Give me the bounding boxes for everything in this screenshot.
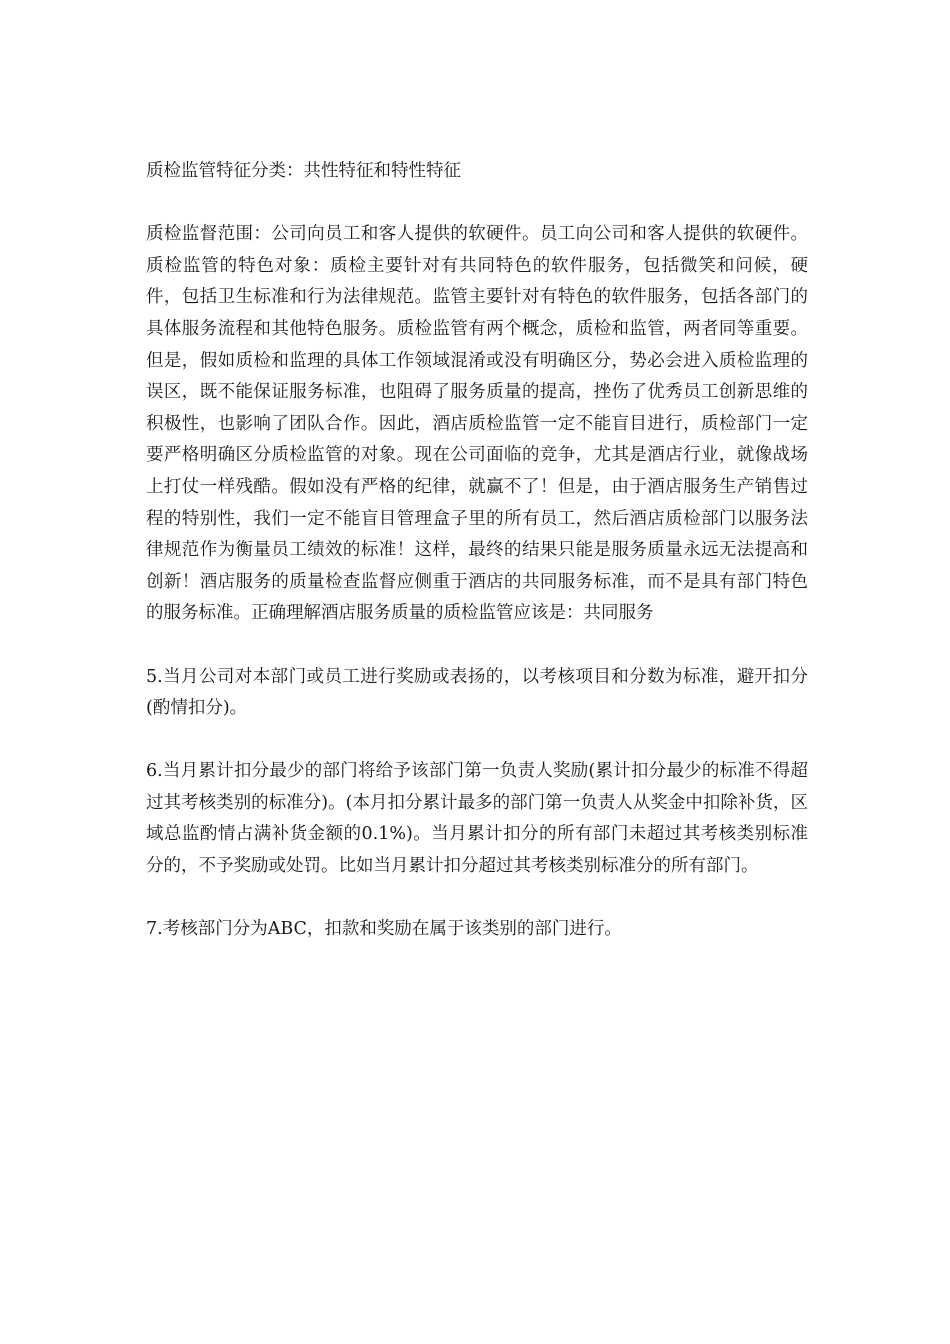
paragraph-gap — [146, 630, 808, 662]
paragraph-gap — [146, 883, 808, 915]
paragraph-gap — [146, 725, 808, 757]
paragraph-feature-classification: 质检监管特征分类：共性特征和特性特征 — [146, 161, 461, 181]
paragraph-item-6: 6.当月累计扣分最少的部门将给予该部门第一负责人奖励(累计扣分最少的标准不得超过其考核类别的标准分)。(本月扣分累计最多的部门第一负责人从奖金中扣除补货，区域总监酌情占满补货金额的0.1%)。当月累计扣分的所有部门未超过其考核类别标准分的，不予奖励或处罚。比如当月累计扣分超过其考核类别标准分的所有部门。 — [146, 761, 808, 877]
paragraph-item-7: 7.考核部门分为ABC，扣款和奖励在属于该类别的部门进行。 — [146, 919, 622, 940]
paragraph-gap — [146, 188, 808, 220]
document-page — [146, 156, 808, 946]
paragraph-supervision-scope: 质检监督范围：公司向员工和客人提供的软硬件。员工向公司和客人提供的软硬件。质检监管的特色对象：质检主要针对有共同特色的软件服务，包括微笑和问候，硬件，包括卫生标准和行为法律规范。监管主要针对有特色的软件服务，包括各部门的具体服务流程和其他特色服务。质检监管有两个概念，质检和监管，两者同等重要。但是，假如质检和监理的具体工作领域混淆或没有明确区分，势必会进入质检监理的误区，既不能保证服务标准，也阻碍了服务质量的提高，挫伤了优秀员工创新思维的积极性，也影响了团队合作。因此，酒店质检监管一定不能盲目进行，质检部门一定要严格明确区分质检监管的对象。现在公司面临的竞争，尤其是酒店行业，就像战场上打仗一样残酷。假如没有严格的纪律，就赢不了！但是，由于酒店服务生产销售过程的特别性，我们一定不能盲目管理盒子里的所有员工，然后酒店质检部门以服务法律规范作为衡量员工绩效的标准！这样，最终的结果只能是服务质量永远无法提高和创新！酒店服务的质量检查监督应侧重于酒店的共同服务标准，而不是具有部门特色的服务标准。正确理解酒店服务质量的质检监管应该是：共同服务 — [146, 224, 808, 624]
paragraph-item-5: 5.当月公司对本部门或员工进行奖励或表扬的，以考核项目和分数为标准，避开扣分(酌情扣分)。 — [146, 666, 808, 719]
